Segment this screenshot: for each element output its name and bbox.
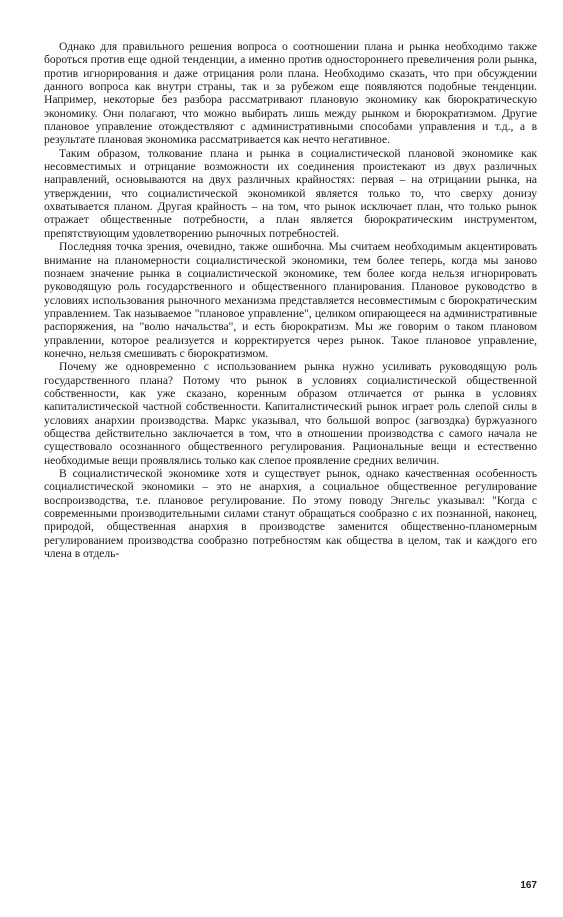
- page-body: [44, 40, 537, 560]
- paragraph-2: Таким образом, толкование плана и рынка в социалистической плановой экономике как несовместимых и отрицание возможности их соединения проистекают из двух различных направлений, основываются на двух различных крайностях: первая – на отрицании рынка, на утверждении, что социалистической экономикой является только то, что сверху донизу охватывается планом. Другая крайность – на том, что рынок исключает план, что только рынок отражает общественные потребности, а план является бюрократическим инструментом, препятствующим удовлетворению рыночных потребностей.: [44, 146, 537, 240]
- paragraph-1: Однако для правильного решения вопроса о соотношении плана и рынка необходимо также бороться против еще одной тенденции, а именно против одностороннего превеличения роли рынка, против игнорирования и даже отрицания роли плана. Необходимо сказать, что при обсуждении данного вопроса как внутри страны, так и за рубежом еще появляются подобные тенденции. Например, некоторые без разбора рассматривают плановую экономику как бюрократическую экономику. Они полагают, что можно выбирать лишь между рынком и бюрократизмом. Другие плановое управление отождествляют с административными способами управления и т.д., а в результате плановая экономика рассматривается как нечто негативное.: [44, 40, 537, 147]
- paragraph-4: Почему же одновременно с использованием рынка нужно усиливать руководящую роль государственного плана? Потому что рынок в условиях социалистической общественной собственности, как уже сказано, коренным образом отличается от рынка в условиях капиталистической частной собственности. Капиталистический рынок играет роль слепой силы в условиях анархии производства. Маркс указывал, что большой вопрос (загвоздка) буржуазного общества действительно заключается в том, что в отношении производства с самого начала не существовало осознанного общественного регулирования. Рациональные вещи и естественно необходимые вещи проявлялись только как слепое проявление средних величин.: [44, 360, 537, 467]
- paragraph-5: В социалистической экономике хотя и существует рынок, однако качественная особенность социалистической экономики – это не анархия, а социальное общественное регулирование воспроизводства, т.е. плановое регулирование. По этому поводу Энгельс указывал: "Когда с современными производительными силами станут обращаться сообразно с их познанной, наконец, природой, общественная анархия в производстве заменится общественно-планомерным регулированием производства сообразно потребностям как общества в целом, так и каждого его члена в отдель-: [44, 467, 537, 561]
- page-number: 167: [520, 880, 537, 891]
- paragraph-3: Последняя точка зрения, очевидно, также ошибочна. Мы считаем необходимым акцентировать внимание на планомерности социалистической экономики, тем более теперь, когда мы заново познаем значение рынка в социалистической экономике, тем более когда нельзя игнорировать руководящую роль государственного и общественного планирования. Плановое руководство в условиях использования рыночного механизма представляется несовместимым с бюрократическим управлением. Так называемое "плановое управление", целиком опирающееся на административные распоряжения, на "волю начальства", и есть бюрократизм. Мы же говорим о таком плановом управлении, которое реализуется и корректируется через рынок. Такое плановое управление, конечно, нельзя смешивать с бюрократизмом.: [44, 240, 537, 360]
